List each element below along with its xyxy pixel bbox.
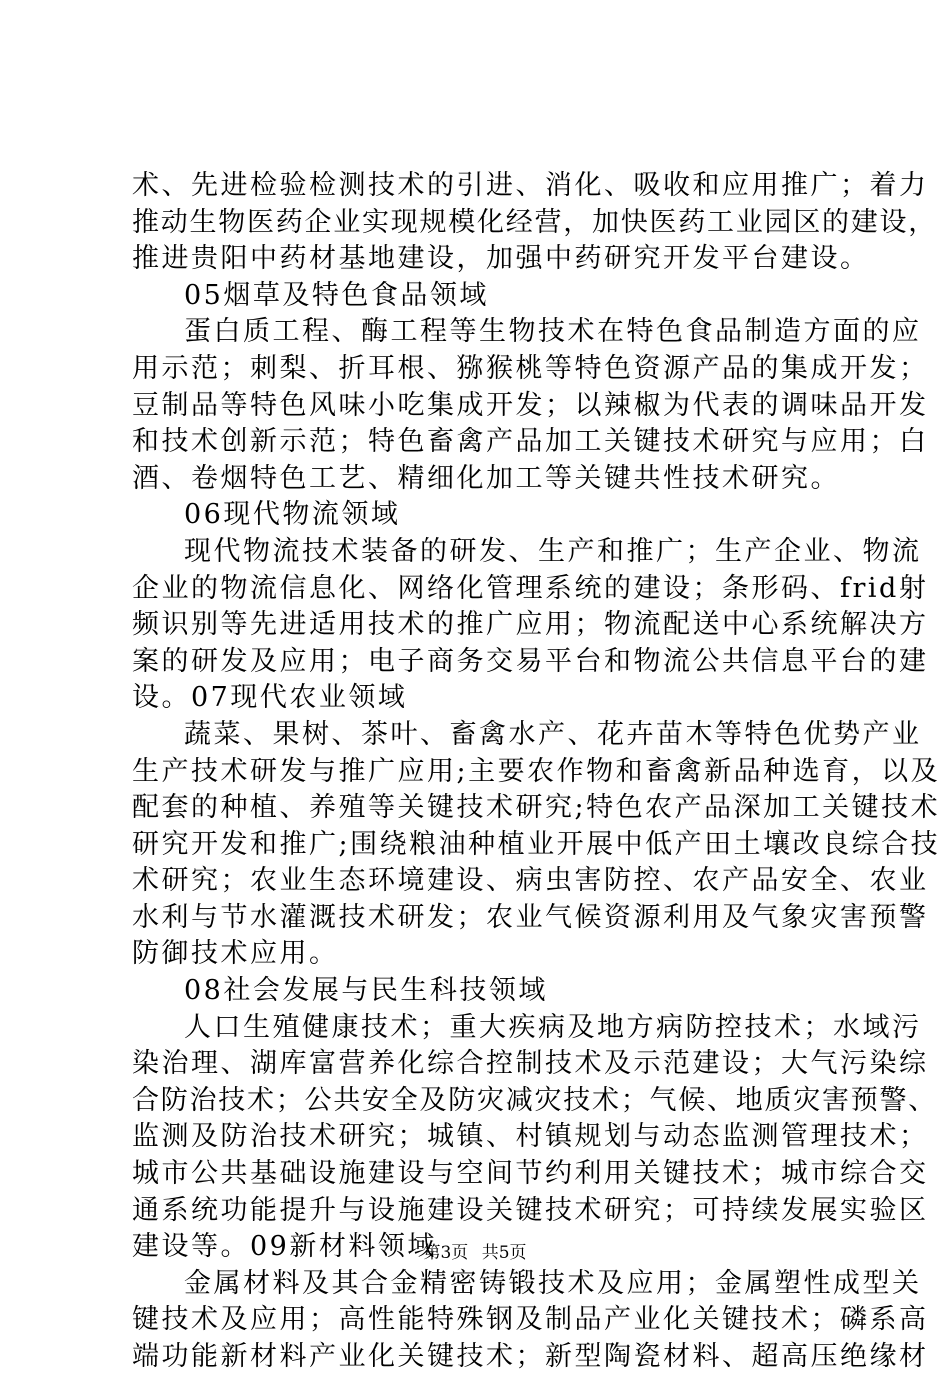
section-heading: 08社会发展与民生科技领域 xyxy=(184,975,548,1007)
section-heading: 05烟草及特色食品领域 xyxy=(184,279,489,311)
text-line: 酒、卷烟特色工艺、精细化加工等关键共性技术研究。 xyxy=(132,462,840,494)
text-line: 企业的物流信息化、网络化管理系统的建设；条形码、frid射 xyxy=(132,572,929,604)
text-line: 染治理、湖库富营养化综合控制技术及示范建设；大气污染综 xyxy=(132,1048,929,1080)
text-line: 用示范；刺梨、折耳根、猕猴桃等特色资源产品的集成开发； xyxy=(132,352,929,384)
text-line: 生产技术研发与推广应用;主要农作物和畜禽新品种选育，以及 xyxy=(132,755,941,787)
text-line: 金属材料及其合金精密铸锻技术及应用；金属塑性成型关 xyxy=(184,1267,922,1299)
text-line: 蛋白质工程、酶工程等生物技术在特色食品制造方面的应 xyxy=(184,316,922,348)
text-line: 推进贵阳中药材基地建设，加强中药研究开发平台建设。 xyxy=(132,243,870,275)
text-line: 水利与节水灌溉技术研发；农业气候资源利用及气象灾害预警 xyxy=(132,901,929,933)
text-line: 防御技术应用。 xyxy=(132,938,339,970)
text-line: 现代物流技术装备的研发、生产和推广；生产企业、物流 xyxy=(184,535,922,567)
text-line: 端功能新材料产业化关键技术；新型陶瓷材料、超高压绝缘材 xyxy=(132,1341,929,1372)
text-line: 术研究；农业生态环境建设、病虫害防控、农产品安全、农业 xyxy=(132,865,929,897)
text-line: 配套的种植、养殖等关键技术研究;特色农产品深加工关键技术 xyxy=(132,792,941,824)
page-number: 第3页 xyxy=(423,1243,469,1263)
text-line: 键技术及应用；高性能特殊钢及制品产业化关键技术；磷系高 xyxy=(132,1304,929,1336)
document-body xyxy=(132,168,941,1376)
text-line: 人口生殖健康技术；重大疾病及地方病防控技术；水域污 xyxy=(184,1011,922,1043)
text-line: 频识别等先进适用技术的推广应用；物流配送中心系统解决方 xyxy=(132,609,929,641)
section-heading: 06现代物流领域 xyxy=(184,499,401,531)
page-total: 共5页 xyxy=(481,1243,527,1263)
text-line: 建设等。09新材料领域 xyxy=(132,1231,437,1263)
text-line: 蔬菜、果树、茶叶、畜禽水产、花卉苗木等特色优势产业 xyxy=(184,718,922,750)
text-line: 监测及防治技术研究；城镇、村镇规划与动态监测管理技术； xyxy=(132,1121,929,1153)
text-line: 案的研发及应用；电子商务交易平台和物流公共信息平台的建 xyxy=(132,645,929,677)
text-line: 术、先进检验检测技术的引进、消化、吸收和应用推广；着力 xyxy=(132,170,929,201)
text-line: 豆制品等特色风味小吃集成开发；以辣椒为代表的调味品开发 xyxy=(132,389,929,421)
page-footer xyxy=(0,1242,950,1264)
text-line: 合防治技术；公共安全及防灾减灾技术；气候、地质灾害预警、 xyxy=(132,1084,937,1116)
text-line: 城市公共基础设施建设与空间节约利用关键技术；城市综合交 xyxy=(132,1158,929,1190)
text-line: 通系统功能提升与设施建设关键技术研究；可持续发展实验区 xyxy=(132,1194,929,1226)
text-line: 研究开发和推广;围绕粮油种植业开展中低产田土壤改良综合技 xyxy=(132,828,941,860)
text-line: 推动生物医药企业实现规模化经营，加快医药工业园区的建设， xyxy=(132,206,937,238)
text-line: 和技术创新示范；特色畜禽产品加工关键技术研究与应用；白 xyxy=(132,426,929,458)
text-line: 设。07现代农业领域 xyxy=(132,682,408,714)
